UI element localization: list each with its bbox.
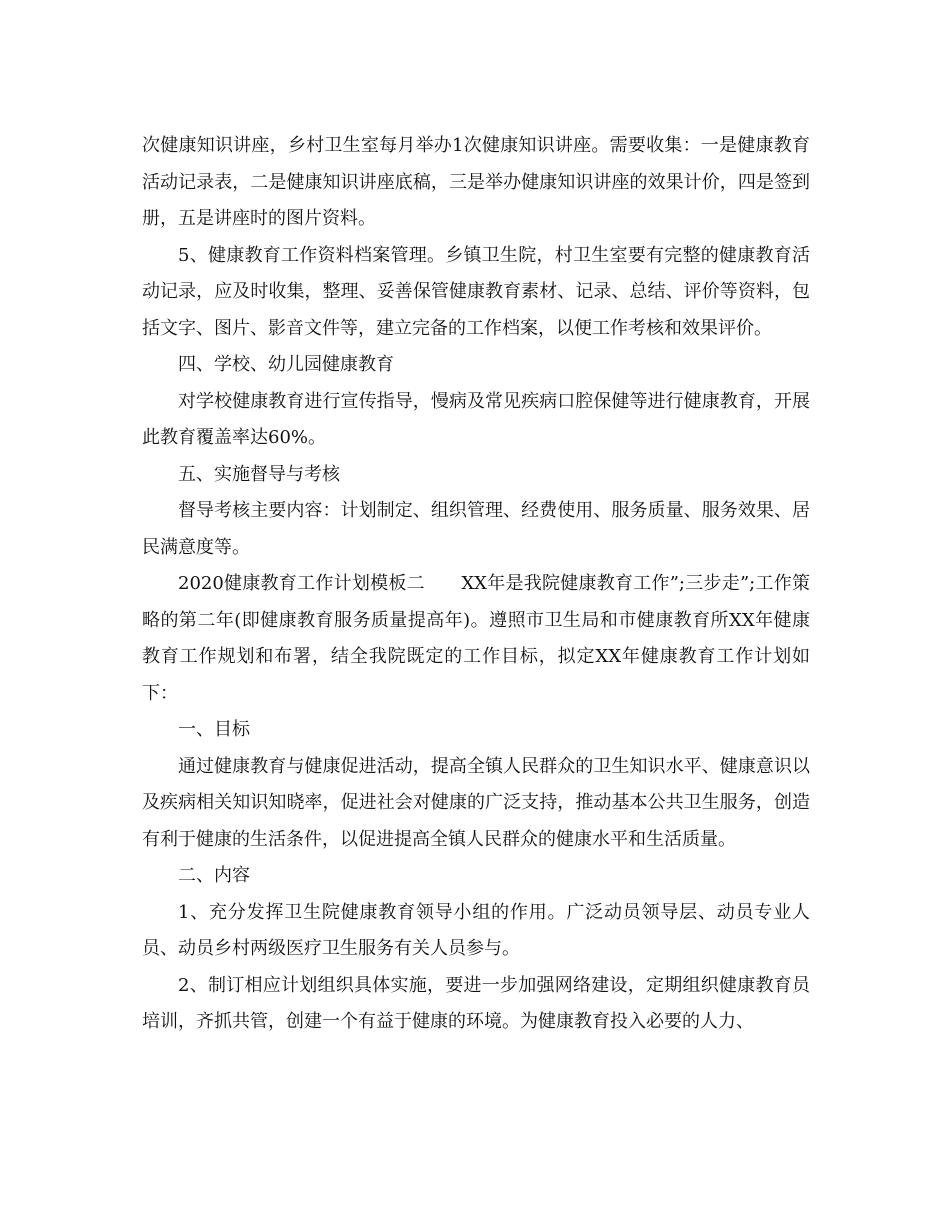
paragraph-content-item-1: 1、充分发挥卫生院健康教育领导小组的作用。广泛动员领导层、动员专业人员、动员乡村两级医疗卫生服务有关人员参与。 bbox=[142, 901, 810, 959]
heading-goals: 一、目标 bbox=[178, 719, 250, 740]
heading-school-education: 四、学校、幼儿园健康教育 bbox=[178, 354, 394, 375]
paragraph-archive-management: 5、健康教育工作资料档案管理。乡镇卫生院，村卫生室要有完整的健康教育活动记录，应及时收集，整理、妥善保管健康教育素材、记录、总结、评价等资料，包括文字、图片、影音文件等，建立完备的工作档案，以便工作考核和效果评价。 bbox=[142, 244, 810, 339]
paragraph-template-two-intro: 2020健康教育工作计划模板二 XX年是我院健康教育工作”;三步走”;工作策略的第二年(即健康教育服务质量提高年)。遵照市卫生局和市健康教育所XX年健康教育工作规划和布署，结全我院既定的工作目标，拟定XX年健康教育工作计划如下： bbox=[142, 573, 810, 704]
document-body bbox=[142, 128, 810, 1041]
paragraph-school-education: 对学校健康教育进行宣传指导，慢病及常见疾病口腔保健等进行健康教育，开展此教育覆盖率达60%。 bbox=[142, 390, 810, 448]
paragraph-content-item-2: 2、制订相应计划组织具体实施，要进一步加强网络建设，定期组织健康教育员培训，齐抓共管，创建一个有益于健康的环境。为健康教育投入必要的人力、 bbox=[142, 974, 810, 1032]
paragraph-goals: 通过健康教育与健康促进活动，提高全镇人民群众的卫生知识水平、健康意识以及疾病相关知识知晓率，促进社会对健康的广泛支持，推动基本公共卫生服务，创造有利于健康的生活条件，以促进提高全镇人民群众的健康水平和生活质量。 bbox=[142, 755, 810, 850]
heading-content: 二、内容 bbox=[178, 865, 250, 886]
paragraph-lecture-records: 次健康知识讲座，乡村卫生室每月举办1次健康知识讲座。需要收集：一是健康教育活动记录表，二是健康知识讲座底稿，三是举办健康知识讲座的效果计价，四是签到册，五是讲座时的图片资料。 bbox=[142, 135, 810, 229]
heading-supervision: 五、实施督导与考核 bbox=[178, 463, 340, 485]
paragraph-supervision: 督导考核主要内容：计划制定、组织管理、经费使用、服务质量、服务效果、居民满意度等。 bbox=[142, 500, 810, 558]
